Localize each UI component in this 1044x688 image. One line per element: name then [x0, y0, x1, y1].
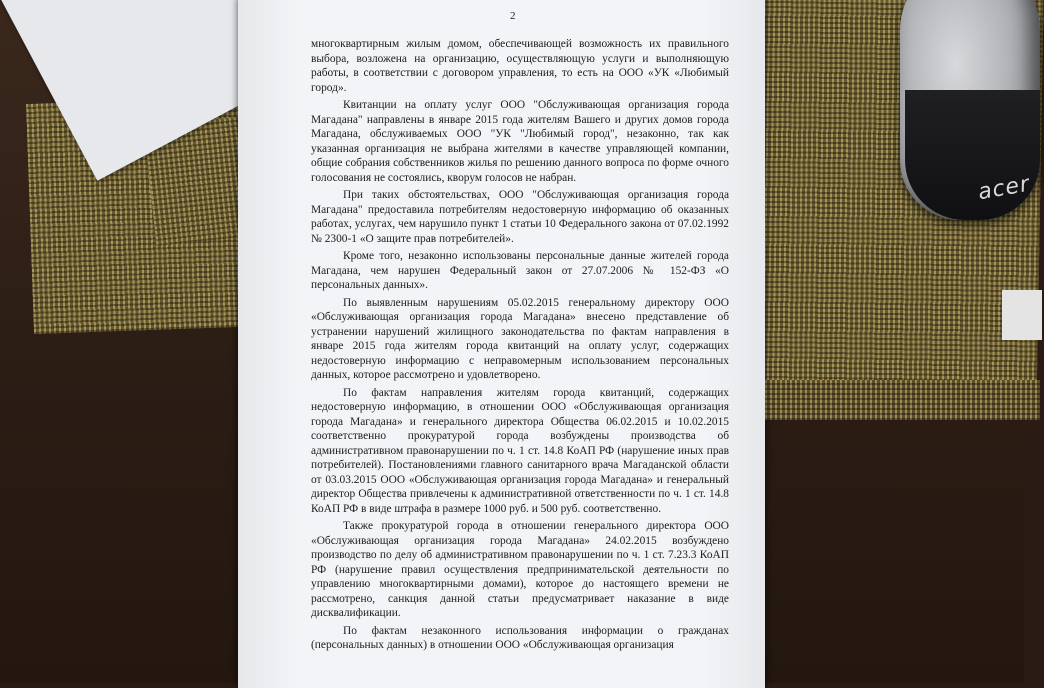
paper-scrap: [1002, 290, 1042, 340]
paragraph: Квитанции на оплату услуг ООО "Обслуживающая организация города Магадана" направлены в январе 2015 года жителям Вашего и других домов города Магадана, обслуживаемых ООО "УК "Любимый город", незаконно, так как указанная организация не выбрана жителями в качестве управляющей компании, общие собрания собственников жилья по решению данного вопроса по форме очного голосования не состоялись, кворум голосов не набран.: [311, 99, 729, 184]
paragraph: Кроме того, незаконно использованы персональные данные жителей города Магадана, чем нарушен Федеральный закон от 27.07.2006 № 152-ФЗ «О персональных данных».: [311, 250, 729, 291]
paragraph: По выявленным нарушениям 05.02.2015 генеральному директору ООО «Обслуживающая организация города Магадана» внесено представление об устранении нарушений жилищного законодательства по фактам направления в январе 2015 года жителям города квитанций на оплату услуг, содержащих недостоверную информацию с неправомерным использованием персональных данных, которое рассмотрено и удовлетворено.: [311, 296, 729, 381]
paragraph: По фактам направления жителям города квитанций, содержащих недостоверную информацию, в отношении ООО «Обслуживающая организация города Магадана» и генерального директора Общества 06.02.2015 и 10.02.2015 соответственно прокуратурой города возбуждены производства об административном правонарушении по ч. 1 ст. 14.8 КоАП РФ (нарушение иных прав потребителей). Постановлениями главного санитарного врача Магаданской области от 03.03.2015 ООО «Обслуживающая организация города Магадана» и генеральный директор Общества привлечены к административной ответственности по ч. 1 ст. 14.8 КоАП РФ в виде штрафа в размере 1000 руб. и 500 руб. соответственно.: [311, 386, 729, 515]
golden-placemat-edge: [740, 380, 1040, 420]
page-number: 2: [510, 10, 516, 22]
paragraph: многоквартирным жилым домом, обеспечивающей возможность их правильного выбора, возложена на организацию, осуществляющую услуги и выполняющую работы, в соответствии с договором управления, то есть на ООО «УК «Любимый город».: [311, 38, 729, 94]
mouse-logo-text: acer: [976, 171, 1032, 206]
paragraph: По фактам незаконного использования информации о гражданах (персональных данных) в отношении ООО «Обслуживающая организация: [311, 624, 729, 651]
paragraph: Также прокуратурой города в отношении генерального директора ООО «Обслуживающая организация города Магадана» 24.02.2015 возбуждено производство по делу об административном правонарушении по ч. 1 ст. 7.23.3 КоАП РФ (нарушение правил осуществления предпринимательской деятельности по управлению многоквартирными домами), которое до настоящего времени не рассмотрено, санкция данной статьи предусматривает наказание в виде дисквалификации.: [311, 520, 729, 619]
paragraph: При таких обстоятельствах, ООО "Обслуживающая организация города Магадана" предоставила потребителям недостоверную информацию об оказанных работах, услугах, чем нарушило пункт 1 статьи 10 Федерального закона от 07.02.1992 № 2300-1 «О защите прав потребителей».: [311, 189, 729, 245]
computer-mouse-base: [905, 90, 1040, 220]
document-body: [311, 37, 729, 656]
